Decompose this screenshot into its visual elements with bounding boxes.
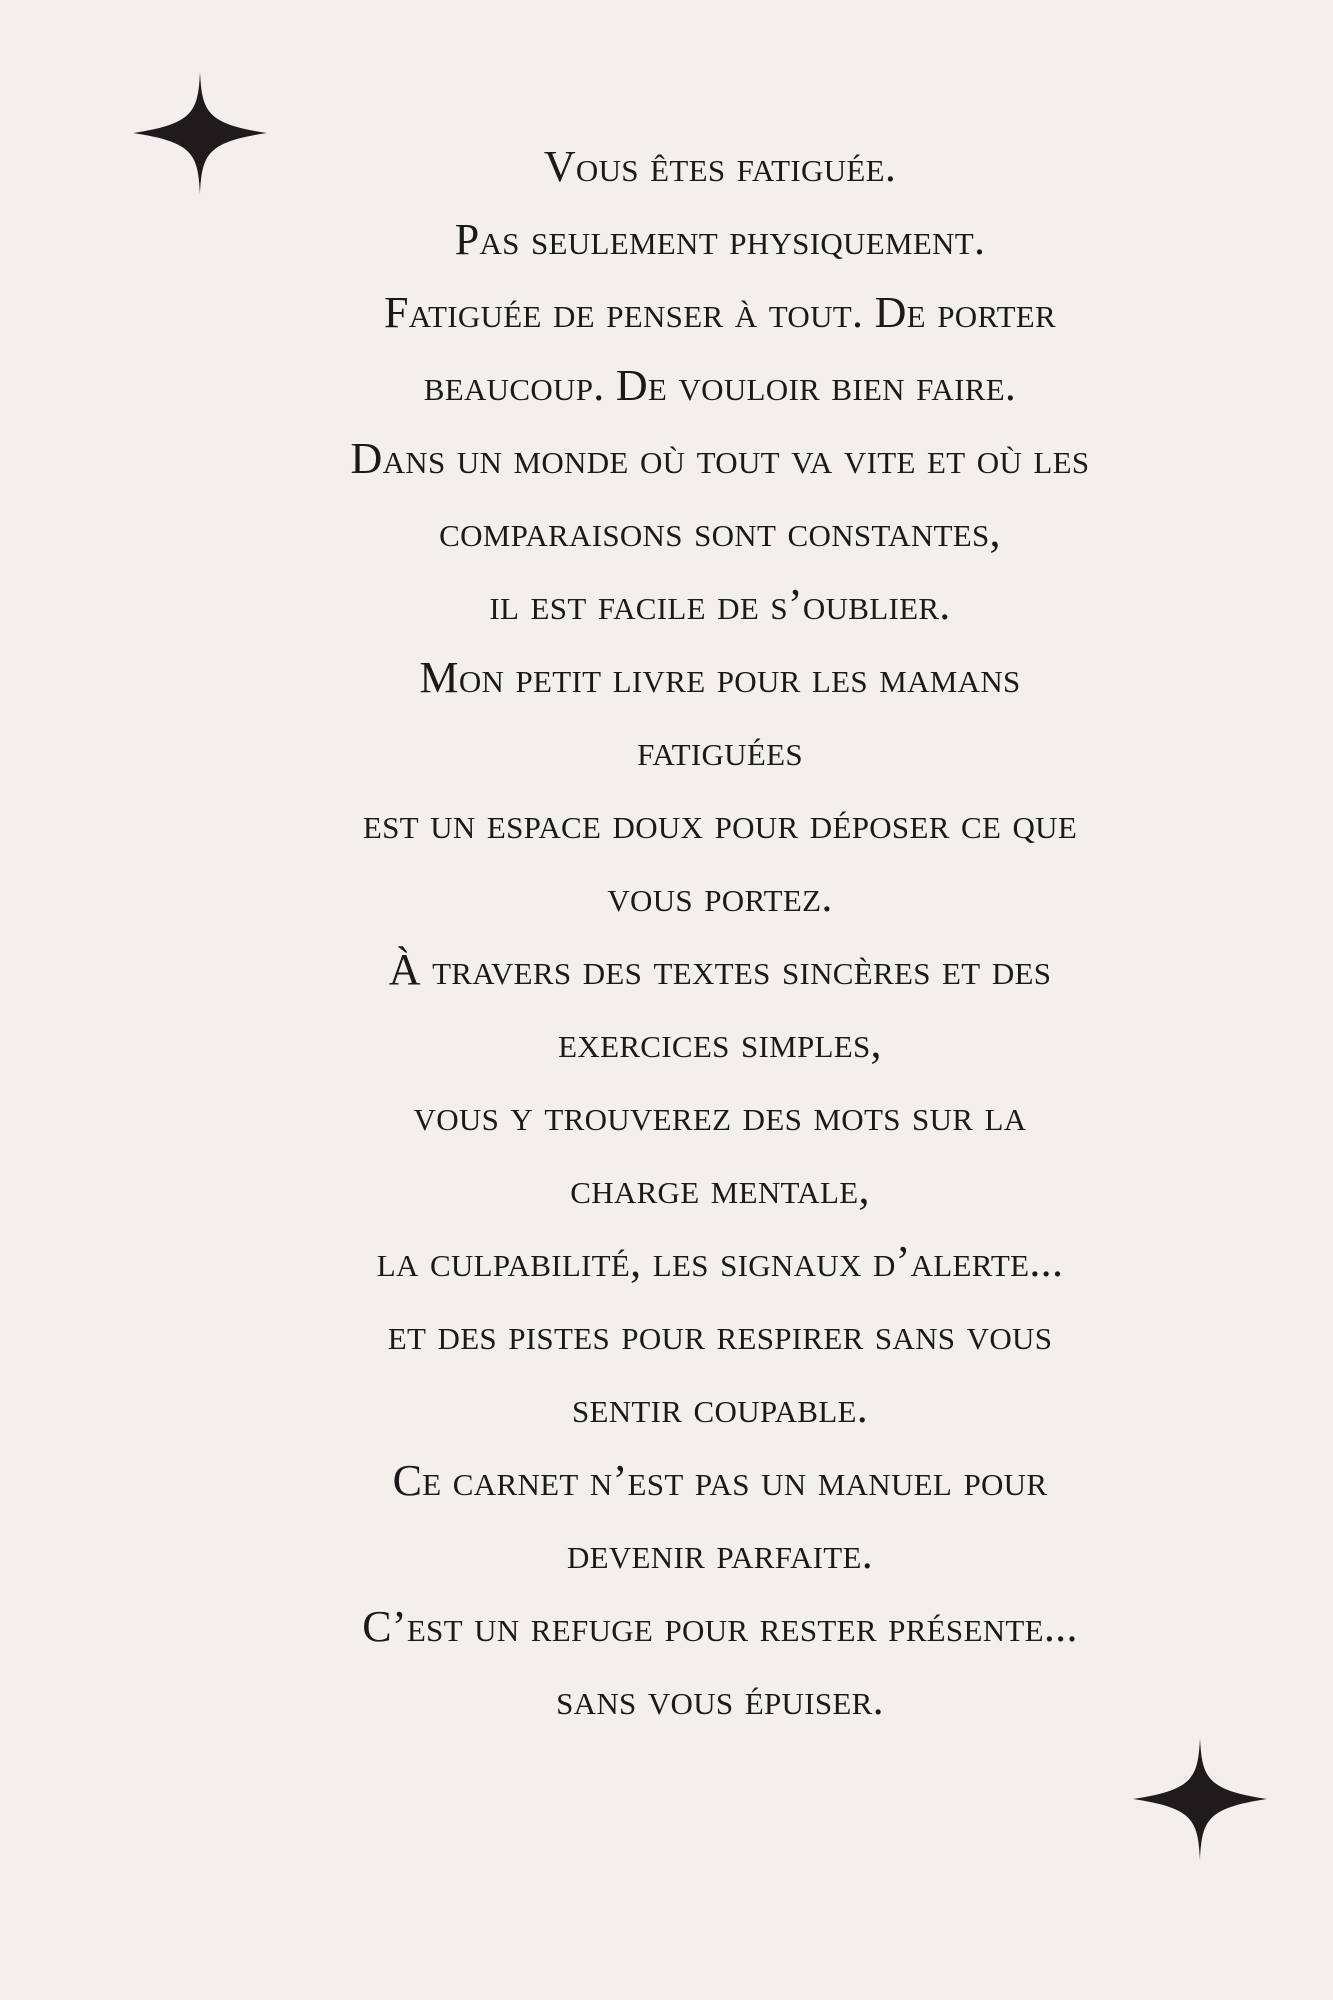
text-line: exercices simples, <box>558 1018 882 1067</box>
text-line: Pas seulement physiquement. <box>454 215 986 264</box>
text-line: Ce carnet n’est pas un manuel pour <box>392 1456 1048 1505</box>
text-line: et des pistes pour respirer sans vous <box>387 1310 1053 1359</box>
text-line: charge mentale, <box>570 1164 870 1213</box>
text-line: sentir coupable. <box>571 1383 869 1432</box>
text-line: vous y trouverez des mots sur la <box>413 1091 1027 1140</box>
text-line: comparaisons sont constantes, <box>439 507 1001 556</box>
text-line: la culpabilité, les signaux d’alerte... <box>376 1237 1064 1286</box>
text-line: Vous êtes fatiguée. <box>543 142 897 191</box>
text-line: devenir parfaite. <box>566 1529 874 1578</box>
text-line: À travers des textes sincères et des <box>388 945 1052 994</box>
four-point-star-icon <box>1133 1738 1267 1860</box>
text-line: vous portez. <box>607 872 833 921</box>
text-line: C’est un refuge pour rester présente... <box>362 1602 1078 1651</box>
text-line: Mon petit livre pour les mamans <box>419 653 1021 702</box>
text-line: Dans un monde où tout va vite et où les <box>350 434 1090 483</box>
text-line: beaucoup. De vouloir bien faire. <box>423 361 1017 410</box>
text-line: fatiguées <box>637 726 803 775</box>
text-line: il est facile de s’oublier. <box>489 580 951 629</box>
text-line: Fatiguée de penser à tout. De porter <box>383 288 1057 337</box>
text-line: est un espace doux pour déposer ce que <box>362 799 1078 848</box>
text-line: sans vous épuiser. <box>556 1675 884 1724</box>
body-text <box>200 130 1240 1736</box>
